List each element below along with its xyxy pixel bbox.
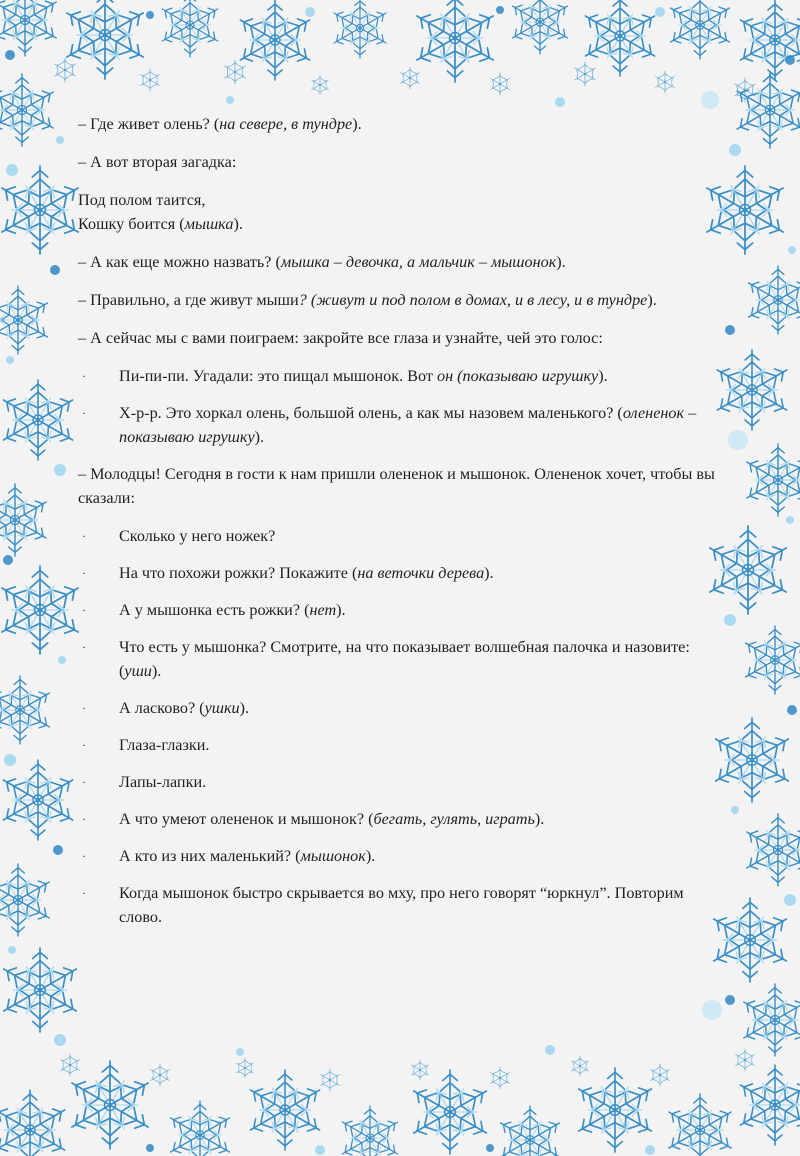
list-item bbox=[78, 524, 730, 548]
list-item bbox=[78, 807, 730, 831]
bullet-icon: · bbox=[82, 849, 86, 863]
text-run: Сколько у него ножек? bbox=[119, 527, 276, 545]
snow-dot bbox=[226, 96, 234, 104]
italic-answer: олененок – показываю игрушку bbox=[119, 404, 697, 446]
snowflake-icon bbox=[0, 1090, 70, 1156]
snowflake-icon bbox=[742, 444, 800, 516]
list-item bbox=[78, 770, 730, 794]
snowflake-icon bbox=[744, 266, 800, 334]
list-item bbox=[78, 733, 730, 757]
text-run: ). bbox=[647, 291, 657, 309]
paragraph bbox=[78, 150, 730, 174]
snowflake-icon bbox=[0, 74, 58, 146]
snow-dot bbox=[784, 894, 796, 906]
snow-dot bbox=[702, 1000, 722, 1020]
snowflake-icon bbox=[735, 1065, 800, 1145]
snow-dot bbox=[4, 754, 16, 766]
list-item bbox=[78, 364, 730, 388]
snowflake-icon bbox=[66, 1061, 153, 1149]
text-run: А что умеют олененок и мышонок? ( bbox=[119, 810, 374, 828]
snow-dot bbox=[786, 516, 794, 524]
snowflake-icon bbox=[664, 1094, 735, 1156]
snowflake-icon bbox=[741, 626, 800, 694]
paragraph bbox=[78, 250, 730, 274]
snowflake-icon bbox=[0, 0, 61, 56]
text-run: ). bbox=[598, 367, 608, 385]
text-run: ). bbox=[352, 115, 362, 133]
snowflake-icon bbox=[0, 676, 54, 744]
italic-answer: уши bbox=[124, 662, 152, 680]
paragraph bbox=[78, 112, 730, 136]
italic-answer: мышонок bbox=[300, 847, 366, 865]
list-item bbox=[78, 881, 730, 929]
italic-answer: бегать, гулять, играть bbox=[373, 810, 535, 828]
snowflake-icon bbox=[53, 58, 77, 82]
snow-dot bbox=[728, 430, 748, 450]
text-run: – А сейчас мы с вами поиграем: закройте все глаза и узнайте, чей это голос: bbox=[78, 329, 603, 347]
snow-dot bbox=[701, 91, 719, 109]
bullet-icon: · bbox=[82, 529, 86, 543]
list-item bbox=[78, 561, 730, 585]
italic-answer: ? (живут и под полом в домах, и в лесу, и в тундре bbox=[298, 291, 648, 309]
bullet-icon: · bbox=[82, 701, 86, 715]
snowflake-icon bbox=[0, 484, 51, 556]
snow-dot bbox=[50, 265, 60, 275]
list-item bbox=[78, 598, 730, 622]
snowflake-icon bbox=[733, 78, 757, 102]
text-run: Глаза-глазки. bbox=[119, 736, 210, 754]
bullet-icon: · bbox=[82, 603, 86, 617]
snowflake-icon bbox=[0, 166, 84, 254]
snowflake-icon bbox=[570, 1056, 590, 1076]
snow-dot bbox=[146, 1144, 154, 1152]
snow-dot bbox=[6, 164, 18, 176]
snowflake-icon bbox=[573, 1068, 656, 1152]
snowflake-icon bbox=[235, 0, 314, 80]
snowflake-icon bbox=[573, 62, 597, 86]
snowflake-icon bbox=[338, 1106, 401, 1156]
italic-answer: нет bbox=[309, 601, 337, 619]
text-run: А ласково? ( bbox=[119, 699, 205, 717]
text-run: ). bbox=[336, 601, 346, 619]
text-run: ). bbox=[484, 564, 494, 582]
list-item bbox=[78, 696, 730, 720]
text-run: ). bbox=[365, 847, 376, 865]
bullet-icon: · bbox=[82, 406, 86, 420]
riddle-line: Под полом таится, bbox=[78, 191, 206, 209]
text-run: На что похожи рожки? Покажите ( bbox=[119, 564, 358, 582]
snowflake-icon bbox=[408, 1070, 491, 1154]
snowflake-icon bbox=[235, 1058, 255, 1078]
snowflake-icon bbox=[742, 814, 800, 886]
text-run: Кошку боится ( bbox=[78, 215, 185, 233]
list-item bbox=[78, 401, 730, 449]
list-item bbox=[78, 844, 730, 868]
snow-dot bbox=[305, 7, 315, 17]
snowflake-icon bbox=[149, 1064, 171, 1086]
italic-answer: на веточки дерева bbox=[357, 564, 485, 582]
snowflake-icon bbox=[0, 566, 84, 654]
bullet-icon: · bbox=[82, 812, 86, 826]
text-run: – Где живет олень? ( bbox=[78, 115, 220, 133]
snowflake-icon bbox=[649, 1064, 671, 1086]
snow-dot bbox=[8, 946, 16, 954]
snowflake-icon bbox=[319, 1069, 341, 1091]
bullet-icon: · bbox=[82, 738, 86, 752]
snow-dot bbox=[146, 11, 154, 19]
snowflake-icon bbox=[734, 1049, 756, 1071]
text-run: Лапы-лапки. bbox=[119, 773, 207, 791]
snowflake-icon bbox=[139, 69, 161, 91]
italic-answer: ушки bbox=[204, 699, 240, 717]
snow-dot bbox=[545, 1045, 555, 1055]
snow-dot bbox=[6, 356, 14, 364]
text-run: ). bbox=[233, 215, 243, 233]
snow-dot bbox=[58, 656, 66, 664]
snow-dot bbox=[785, 55, 795, 65]
list-item bbox=[78, 635, 730, 683]
bullet-icon: · bbox=[82, 775, 86, 789]
snow-dot bbox=[5, 50, 15, 60]
snowflake-icon bbox=[411, 0, 498, 82]
italic-answer: он (показываю игрушку bbox=[436, 367, 599, 385]
paragraph bbox=[78, 188, 730, 236]
snow-dot bbox=[236, 1048, 244, 1056]
snow-dot bbox=[496, 6, 504, 14]
snowflake-icon bbox=[0, 760, 78, 840]
text-run: ). bbox=[556, 253, 566, 271]
paragraph bbox=[78, 288, 730, 312]
italic-answer: на севере, в тундре bbox=[219, 115, 353, 133]
snow-dot bbox=[655, 7, 665, 17]
snowflake-icon bbox=[245, 1070, 324, 1150]
snow-dot bbox=[54, 464, 66, 476]
snow-dot bbox=[725, 995, 735, 1005]
snowflake-icon bbox=[166, 1101, 233, 1156]
snowflake-icon bbox=[489, 1067, 511, 1089]
snowflake-icon bbox=[666, 0, 733, 59]
bullet-icon: · bbox=[82, 640, 86, 654]
snow-dot bbox=[53, 845, 63, 855]
snow-dot bbox=[731, 806, 739, 814]
text-run: А кто из них маленький? ( bbox=[119, 847, 301, 865]
snow-dot bbox=[555, 97, 565, 107]
text-run: – Молодцы! Сегодня в гости к нам пришли олененок и мышонок. Олененок хочет, чтобы вы сказали: bbox=[78, 465, 715, 507]
text-run: ). bbox=[239, 699, 250, 717]
text-run: Что есть у мышонка? Смотрите, на что показывает волшебная палочка и назовите: ( bbox=[119, 638, 690, 680]
snowflake-icon bbox=[654, 71, 676, 93]
snowflake-icon bbox=[0, 380, 78, 460]
snowflake-icon bbox=[399, 67, 421, 89]
snowflake-icon bbox=[0, 864, 54, 936]
text-run: – А вот вторая загадка: bbox=[78, 153, 237, 171]
snowflake-icon bbox=[735, 0, 800, 80]
snow-dot bbox=[56, 136, 64, 144]
snowflake-icon bbox=[0, 948, 82, 1032]
snow-dot bbox=[486, 1144, 494, 1152]
paragraph bbox=[78, 462, 730, 510]
snowflake-icon bbox=[732, 72, 800, 148]
text-run: ). bbox=[254, 428, 265, 446]
snowflake-icon bbox=[330, 0, 389, 58]
text-run: Когда мышонок быстро скрывается во мху, про него говорят “юркнул”. Повторим слово. bbox=[119, 884, 684, 926]
snowflake-icon bbox=[0, 286, 52, 354]
text-run: Х-р-р. Это хоркал олень, большой олень, а как мы назовем маленького? ( bbox=[119, 404, 623, 422]
text-run: ). bbox=[151, 662, 162, 680]
snow-dot bbox=[54, 1034, 66, 1046]
bullet-icon: · bbox=[82, 886, 86, 900]
text-run: А у мышонка есть рожки? ( bbox=[119, 601, 310, 619]
bullet-icon: · bbox=[82, 566, 86, 580]
italic-answer: мышка – девочка, а мальчик – мышонок bbox=[280, 253, 557, 271]
snowflake-icon bbox=[223, 60, 247, 84]
snowflake-icon bbox=[508, 0, 571, 54]
snowflake-icon bbox=[59, 1054, 81, 1076]
bullet-icon: · bbox=[82, 369, 86, 383]
document-text bbox=[78, 112, 730, 942]
snowflake-icon bbox=[496, 1106, 563, 1156]
snow-dot bbox=[3, 555, 13, 565]
snowflake-icon bbox=[310, 75, 330, 95]
paragraph bbox=[78, 326, 730, 350]
snowflake-icon bbox=[580, 0, 659, 76]
snowflake-icon bbox=[739, 984, 800, 1056]
snow-dot bbox=[315, 1145, 325, 1155]
text-run: – Правильно, а где живут мыши bbox=[78, 291, 299, 309]
snowflake-icon bbox=[158, 0, 221, 57]
italic-answer: мышка bbox=[184, 215, 234, 233]
snow-dot bbox=[787, 705, 797, 715]
snow-dot bbox=[788, 246, 796, 254]
snowflake-icon bbox=[489, 73, 511, 95]
snow-dot bbox=[645, 1145, 655, 1155]
text-run: Пи-пи-пи. Угадали: это пищал мышонок. Вот bbox=[119, 367, 437, 385]
snow-dot bbox=[729, 144, 741, 156]
text-run: ). bbox=[534, 810, 545, 828]
snowflake-icon bbox=[61, 0, 148, 79]
snowflake-icon bbox=[410, 1060, 430, 1080]
text-run: – А как еще можно назвать? ( bbox=[78, 253, 281, 271]
